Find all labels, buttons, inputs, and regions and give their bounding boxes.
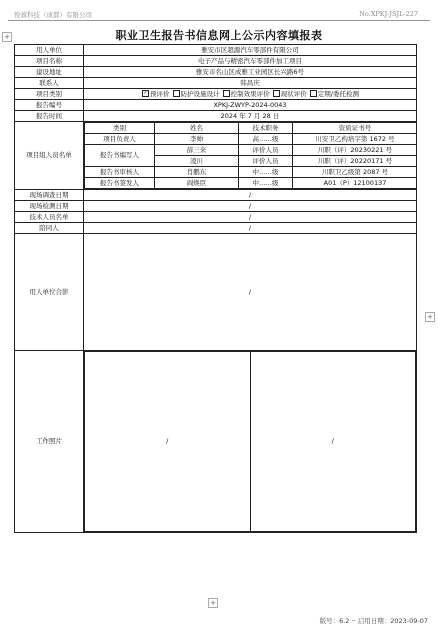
col-header-title: 技术职务 (239, 123, 293, 134)
staff-title[interactable]: 评价人员 (239, 156, 293, 167)
employer-label: 用人单位 (15, 45, 84, 56)
work-photo-slot-2[interactable]: / (250, 352, 416, 532)
employer-value[interactable]: 雅安市区超源汽车零部件有限公司 (84, 45, 417, 56)
header-doc-number: No.XPKJ-JSJL-227 (359, 10, 418, 18)
category-checkbox-checked-icon[interactable]: ✓ (143, 90, 148, 96)
staff-role: 报告书审核人 (85, 167, 155, 178)
project-label: 项目名称 (15, 56, 84, 67)
category-checkbox-icon[interactable] (173, 90, 180, 97)
staff-title[interactable]: 高……级 (239, 134, 293, 145)
contact-label: 联系人 (15, 78, 84, 89)
add-row-icon[interactable]: + (208, 598, 218, 608)
staff-title[interactable]: 中……级 (239, 167, 293, 178)
work-photo-table (84, 351, 416, 532)
test-date-label: 现场检测日期 (15, 201, 84, 212)
category-option-1: 预评价 (149, 89, 170, 98)
tech-staff-value[interactable]: / (84, 212, 417, 223)
category-checkbox-icon[interactable] (310, 90, 317, 97)
staff-label: 项目组人员名单 (15, 122, 84, 190)
staff-cert[interactable]: 川安卫乙构培字第 1672 号 (293, 134, 417, 145)
tech-staff-label: 技术人员名单 (15, 212, 84, 223)
table-move-handle-icon[interactable]: + (2, 32, 12, 42)
category-checkbox-icon[interactable] (273, 90, 280, 97)
footer-version: 版号：6.2 ·· 启用日期：2023-09-07 (319, 617, 428, 625)
staff-cert[interactable]: 川职卫乙级第 2087 号 (293, 167, 417, 178)
category-options (84, 89, 417, 100)
escort-label: 陪同人 (15, 223, 84, 234)
staff-cert[interactable]: A01（P）12100137 (293, 178, 417, 189)
staff-title[interactable]: 中……级 (239, 178, 293, 189)
category-checkbox-icon[interactable] (223, 90, 230, 97)
col-header-name: 姓名 (155, 123, 239, 134)
add-column-icon[interactable]: + (425, 312, 435, 322)
address-label: 建设地址 (15, 67, 84, 78)
staff-name[interactable]: 肖鹏东 (155, 167, 239, 178)
address-value[interactable]: 雅安市名山区成雅工业园区长兴路6号 (84, 67, 417, 78)
contact-value[interactable]: 韩昌庆 (84, 78, 417, 89)
report-date-value[interactable]: 2024 年 7 月 28 日 (84, 111, 417, 122)
employer-photo-label: 用人单位合影 (15, 234, 84, 351)
col-header-category: 类别 (85, 123, 155, 134)
staff-name[interactable]: 阎焕臣 (155, 178, 239, 189)
page-title: 职业卫生报告书信息网上公示内容填报表 (115, 29, 323, 42)
staff-table (84, 122, 417, 189)
category-option-4: 现状评价 (280, 89, 307, 98)
category-option-5: 定期/委托检测 (317, 89, 359, 98)
employer-photo-value[interactable]: / (84, 234, 417, 351)
survey-date-value[interactable]: / (84, 190, 417, 201)
staff-name[interactable]: 李帅 (155, 134, 239, 145)
work-photo-cell (84, 351, 417, 533)
survey-date-label: 现场调查日期 (15, 190, 84, 201)
category-label: 项目类别 (15, 89, 84, 100)
report-date-label: 报告时间 (15, 111, 84, 122)
work-photo-label: 工作照片 (15, 351, 84, 533)
staff-role: 项目负责人 (85, 134, 155, 145)
col-header-cert: 资质证书号 (293, 123, 417, 134)
staff-cert[interactable]: 川职（评）20230221 号 (293, 145, 417, 156)
work-photo-slot-1[interactable]: / (85, 352, 251, 532)
staff-name[interactable]: 凌川 (155, 156, 239, 167)
header-company: 悦蓉科技（成都）有限公司 (14, 11, 92, 19)
escort-value[interactable]: / (84, 223, 417, 234)
category-option-2: 防护设施设计 (180, 89, 220, 98)
category-option-3: 控制效果评价 (230, 89, 270, 98)
header-rule (8, 20, 430, 21)
report-no-label: 报告编号 (15, 100, 84, 111)
staff-role: 报告书签发人 (85, 178, 155, 189)
project-value[interactable]: 电子产品与精密汽车零部件加工项目 (84, 56, 417, 67)
report-no-value[interactable]: XPKJ-ZWYP-2024-0043 (84, 100, 417, 111)
staff-cell (84, 122, 417, 190)
staff-cert[interactable]: 川职（评）20220171 号 (293, 156, 417, 167)
staff-title[interactable]: 评价人员 (239, 145, 293, 156)
report-form-table (14, 44, 417, 533)
staff-role: 报告书编写人 (85, 145, 155, 167)
staff-name[interactable]: 薛三来 (155, 145, 239, 156)
test-date-value[interactable]: / (84, 201, 417, 212)
